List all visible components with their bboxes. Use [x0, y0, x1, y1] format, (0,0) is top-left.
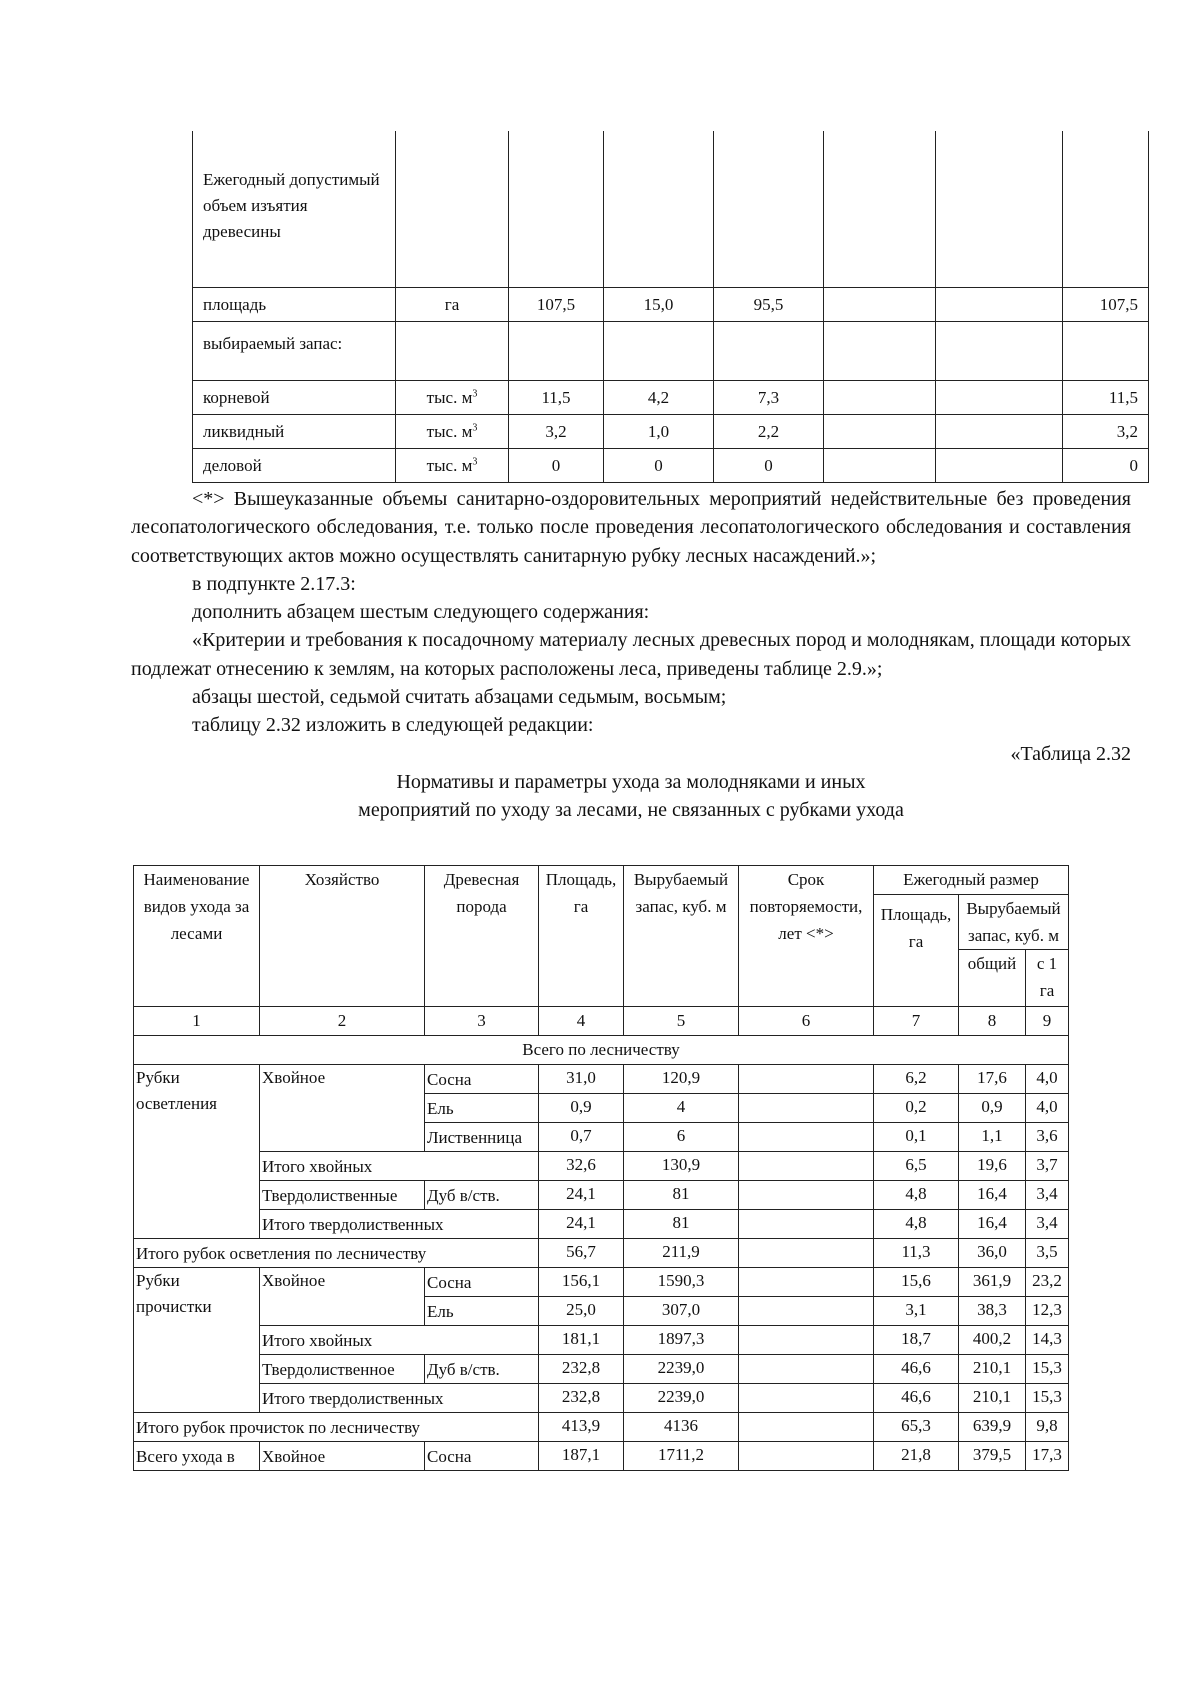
header-annual-volume: Вырубаемый запас, куб. м — [959, 894, 1069, 949]
value-cell: 7,3 — [714, 381, 824, 415]
column-numbers-row — [134, 1006, 1069, 1035]
value-cell: 1897,3 — [624, 1325, 739, 1354]
value-cell: 120,9 — [624, 1064, 739, 1093]
value-cell: 3,7 — [1026, 1151, 1069, 1180]
value-cell: 0,9 — [539, 1093, 624, 1122]
table-row — [134, 1064, 1069, 1093]
value-cell: 2239,0 — [624, 1354, 739, 1383]
value-cell: 413,9 — [539, 1412, 624, 1441]
table-row — [134, 1180, 1069, 1209]
section-title: Всего по лесничеству — [134, 1035, 1069, 1064]
unit-cell — [396, 415, 509, 449]
value-cell: 400,2 — [959, 1325, 1026, 1354]
header-species: Древесная порода — [425, 865, 539, 1006]
value-cell: 4,0 — [1026, 1064, 1069, 1093]
value-cell: 31,0 — [539, 1064, 624, 1093]
header-annual-per-ha: с 1 га — [1026, 949, 1069, 1006]
label-cell: Сосна — [425, 1441, 539, 1470]
value-cell: 3,4 — [1026, 1209, 1069, 1238]
value-cell — [824, 381, 936, 415]
empty-cell — [509, 131, 604, 288]
empty-cell — [714, 131, 824, 288]
value-cell — [739, 1354, 874, 1383]
annual-volume-table — [192, 131, 1149, 483]
value-cell: 3,2 — [1063, 415, 1149, 449]
label-cell: Хвойное — [260, 1267, 425, 1325]
value-cell: 16,4 — [959, 1180, 1026, 1209]
value-cell — [824, 288, 936, 322]
unit-cell — [396, 288, 509, 322]
column-number: 6 — [739, 1006, 874, 1035]
value-cell: 46,6 — [874, 1354, 959, 1383]
column-number: 4 — [539, 1006, 624, 1035]
table-row — [134, 1383, 1069, 1412]
value-cell: 2239,0 — [624, 1383, 739, 1412]
table-row — [193, 288, 1149, 322]
value-cell: 3,4 — [1026, 1180, 1069, 1209]
table-row — [134, 1441, 1069, 1470]
value-cell — [739, 1412, 874, 1441]
label-cell: Твердолиственное — [260, 1354, 425, 1383]
value-cell: 4,0 — [1026, 1093, 1069, 1122]
unit-cell — [396, 381, 509, 415]
column-number: 2 — [260, 1006, 425, 1035]
table-row — [134, 1238, 1069, 1267]
value-cell: 3,2 — [509, 415, 604, 449]
unit-cell — [396, 322, 509, 381]
value-cell — [714, 322, 824, 381]
value-cell — [936, 322, 1063, 381]
value-cell: 56,7 — [539, 1238, 624, 1267]
value-cell: 15,0 — [604, 288, 714, 322]
column-number: 5 — [624, 1006, 739, 1035]
value-cell: 11,3 — [874, 1238, 959, 1267]
empty-cell — [1063, 131, 1149, 288]
value-cell: 187,1 — [539, 1441, 624, 1470]
value-cell: 15,3 — [1026, 1383, 1069, 1412]
value-cell — [739, 1383, 874, 1412]
label-cell: Хвойное — [260, 1064, 425, 1151]
table-row — [134, 1267, 1069, 1296]
value-cell — [936, 415, 1063, 449]
label-cell: Итого твердолиственных — [260, 1383, 539, 1412]
value-cell: 210,1 — [959, 1383, 1026, 1412]
value-cell: 81 — [624, 1180, 739, 1209]
paragraph: абзацы шестой, седьмой считать абзацами седьмым, восьмым; — [192, 686, 727, 709]
value-cell: 639,9 — [959, 1412, 1026, 1441]
unit-cell — [396, 449, 509, 483]
label-cell: Сосна — [425, 1064, 539, 1093]
value-cell: 65,3 — [874, 1412, 959, 1441]
header-annual: Ежегодный размер — [874, 865, 1069, 894]
unit-superscript: 3 — [472, 455, 478, 467]
value-cell: 46,6 — [874, 1383, 959, 1412]
value-cell — [739, 1209, 874, 1238]
empty-cell — [936, 131, 1063, 288]
label-cell: Дуб в/ств. — [425, 1354, 539, 1383]
label-cell: Ель — [425, 1296, 539, 1325]
value-cell: 3,6 — [1026, 1122, 1069, 1151]
value-cell: 14,3 — [1026, 1325, 1069, 1354]
table-row — [193, 381, 1149, 415]
value-cell: 6,5 — [874, 1151, 959, 1180]
value-cell: 24,1 — [539, 1180, 624, 1209]
value-cell: 4,8 — [874, 1180, 959, 1209]
row-label: площадь — [193, 288, 396, 322]
value-cell: 17,3 — [1026, 1441, 1069, 1470]
value-cell: 1,0 — [604, 415, 714, 449]
table-row — [134, 1209, 1069, 1238]
value-cell: 211,9 — [624, 1238, 739, 1267]
empty-cell — [604, 131, 714, 288]
value-cell: 0,9 — [959, 1093, 1026, 1122]
value-cell: 361,9 — [959, 1267, 1026, 1296]
value-cell — [739, 1151, 874, 1180]
value-cell: 3,5 — [1026, 1238, 1069, 1267]
value-cell: 107,5 — [509, 288, 604, 322]
value-cell: 2,2 — [714, 415, 824, 449]
value-cell: 25,0 — [539, 1296, 624, 1325]
label-cell: Итого рубок прочисток по лесничеству — [134, 1412, 539, 1441]
row-label: Ежегодный допустимый объем изъятия древесины — [193, 131, 396, 288]
table-title-line1: Нормативы и параметры ухода за молодняками и иных — [396, 770, 866, 793]
label-cell: Рубки осветления — [134, 1064, 260, 1238]
value-cell: 17,6 — [959, 1064, 1026, 1093]
empty-cell — [396, 131, 509, 288]
value-cell — [739, 1441, 874, 1470]
value-cell: 0 — [1063, 449, 1149, 483]
value-cell: 21,8 — [874, 1441, 959, 1470]
unit-text: тыс. м — [426, 387, 473, 407]
column-number: 7 — [874, 1006, 959, 1035]
value-cell: 107,5 — [1063, 288, 1149, 322]
value-cell: 4 — [624, 1093, 739, 1122]
value-cell — [739, 1180, 874, 1209]
table-row — [193, 449, 1149, 483]
value-cell: 18,7 — [874, 1325, 959, 1354]
value-cell — [936, 381, 1063, 415]
label-cell: Хвойное — [260, 1441, 425, 1470]
table-row — [193, 131, 1149, 288]
header-care-type: Наименование видов ухода за лесами — [134, 865, 260, 1006]
row-label: выбираемый запас: — [193, 322, 396, 381]
value-cell — [936, 288, 1063, 322]
value-cell: 81 — [624, 1209, 739, 1238]
table-row — [134, 1151, 1069, 1180]
paragraph: дополнить абзацем шестым следующего содержания: — [192, 601, 650, 624]
value-cell: 1,1 — [959, 1122, 1026, 1151]
value-cell: 0 — [714, 449, 824, 483]
value-cell: 156,1 — [539, 1267, 624, 1296]
value-cell: 6,2 — [874, 1064, 959, 1093]
value-cell: 36,0 — [959, 1238, 1026, 1267]
header-farm: Хозяйство — [260, 865, 425, 1006]
value-cell: 210,1 — [959, 1354, 1026, 1383]
unit-text: тыс. м — [426, 455, 473, 475]
header-period: Срок повторяемости, лет <*> — [739, 865, 874, 1006]
row-label: корневой — [193, 381, 396, 415]
label-cell: Ель — [425, 1093, 539, 1122]
label-cell: Итого твердолиственных — [260, 1209, 539, 1238]
header-volume: Вырубаемый запас, куб. м — [624, 865, 739, 1006]
value-cell — [824, 322, 936, 381]
row-label: ликвидный — [193, 415, 396, 449]
value-cell: 181,1 — [539, 1325, 624, 1354]
table-row — [134, 1354, 1069, 1383]
label-cell: Твердолиственные — [260, 1180, 425, 1209]
table-title-line2: мероприятий по уходу за лесами, не связанных с рубками ухода — [358, 799, 904, 822]
value-cell — [739, 1325, 874, 1354]
value-cell: 23,2 — [1026, 1267, 1069, 1296]
value-cell: 1590,3 — [624, 1267, 739, 1296]
unit-superscript: 3 — [472, 387, 478, 399]
label-cell: Лиственница — [425, 1122, 539, 1151]
value-cell — [824, 449, 936, 483]
value-cell: 11,5 — [509, 381, 604, 415]
value-cell — [739, 1238, 874, 1267]
table-row — [193, 415, 1149, 449]
value-cell: 1711,2 — [624, 1441, 739, 1470]
value-cell: 11,5 — [1063, 381, 1149, 415]
value-cell: 4,8 — [874, 1209, 959, 1238]
value-cell: 38,3 — [959, 1296, 1026, 1325]
paragraph: таблицу 2.32 изложить в следующей редакции: — [192, 714, 594, 737]
value-cell — [604, 322, 714, 381]
value-cell — [936, 449, 1063, 483]
column-number: 3 — [425, 1006, 539, 1035]
unit-superscript: 3 — [472, 421, 478, 433]
paragraph: «Критерии и требования к посадочному материалу лесных древесных пород и молоднякам, площади которых подлежат отнесению к землям, на которых расположены леса, приведены таблице 2.9.»; — [131, 629, 1131, 680]
label-cell: Итого хвойных — [260, 1151, 539, 1180]
table-row — [193, 322, 1149, 381]
value-cell: 15,6 — [874, 1267, 959, 1296]
empty-cell — [824, 131, 936, 288]
label-cell: Итого хвойных — [260, 1325, 539, 1354]
header-annual-total: общий — [959, 949, 1026, 1006]
footnote-paragraph: <*> Вышеуказанные объемы санитарно-оздоровительных мероприятий недействительные без проведения лесопатологического обследования, т.е. только после проведения лесопатологического обследования и составления соответствующих актов можно осуществлять санитарную рубку лесных насаждений.»; — [131, 488, 1131, 567]
unit-text: га — [444, 294, 460, 314]
value-cell: 4136 — [624, 1412, 739, 1441]
value-cell: 0 — [509, 449, 604, 483]
value-cell: 3,1 — [874, 1296, 959, 1325]
header-area: Площадь, га — [539, 865, 624, 1006]
value-cell: 15,3 — [1026, 1354, 1069, 1383]
value-cell: 95,5 — [714, 288, 824, 322]
value-cell: 0,1 — [874, 1122, 959, 1151]
label-cell: Итого рубок осветления по лесничеству — [134, 1238, 539, 1267]
forest-care-table — [133, 865, 1069, 1471]
value-cell: 232,8 — [539, 1354, 624, 1383]
value-cell — [509, 322, 604, 381]
value-cell: 307,0 — [624, 1296, 739, 1325]
value-cell: 130,9 — [624, 1151, 739, 1180]
value-cell: 0,2 — [874, 1093, 959, 1122]
header-annual-area: Площадь, га — [874, 894, 959, 1006]
value-cell: 232,8 — [539, 1383, 624, 1412]
value-cell — [739, 1122, 874, 1151]
column-number: 8 — [959, 1006, 1026, 1035]
value-cell: 19,6 — [959, 1151, 1026, 1180]
value-cell: 4,2 — [604, 381, 714, 415]
value-cell: 12,3 — [1026, 1296, 1069, 1325]
value-cell — [1063, 322, 1149, 381]
table-row — [134, 1325, 1069, 1354]
value-cell: 9,8 — [1026, 1412, 1069, 1441]
value-cell: 32,6 — [539, 1151, 624, 1180]
table-label: «Таблица 2.32 — [1010, 742, 1131, 765]
column-number: 1 — [134, 1006, 260, 1035]
value-cell: 6 — [624, 1122, 739, 1151]
value-cell: 0 — [604, 449, 714, 483]
value-cell: 379,5 — [959, 1441, 1026, 1470]
value-cell — [739, 1093, 874, 1122]
paragraph: в подпункте 2.17.3: — [192, 572, 356, 595]
value-cell: 24,1 — [539, 1209, 624, 1238]
label-cell: Рубки прочистки — [134, 1267, 260, 1412]
unit-text: тыс. м — [426, 421, 473, 441]
value-cell — [739, 1064, 874, 1093]
row-label: деловой — [193, 449, 396, 483]
label-cell: Сосна — [425, 1267, 539, 1296]
value-cell — [739, 1296, 874, 1325]
column-number: 9 — [1026, 1006, 1069, 1035]
table-row — [134, 1412, 1069, 1441]
document-text — [131, 485, 1131, 825]
value-cell — [739, 1267, 874, 1296]
value-cell: 0,7 — [539, 1122, 624, 1151]
label-cell: Дуб в/ств. — [425, 1180, 539, 1209]
value-cell — [824, 415, 936, 449]
label-cell: Всего ухода в — [134, 1441, 260, 1470]
value-cell: 16,4 — [959, 1209, 1026, 1238]
